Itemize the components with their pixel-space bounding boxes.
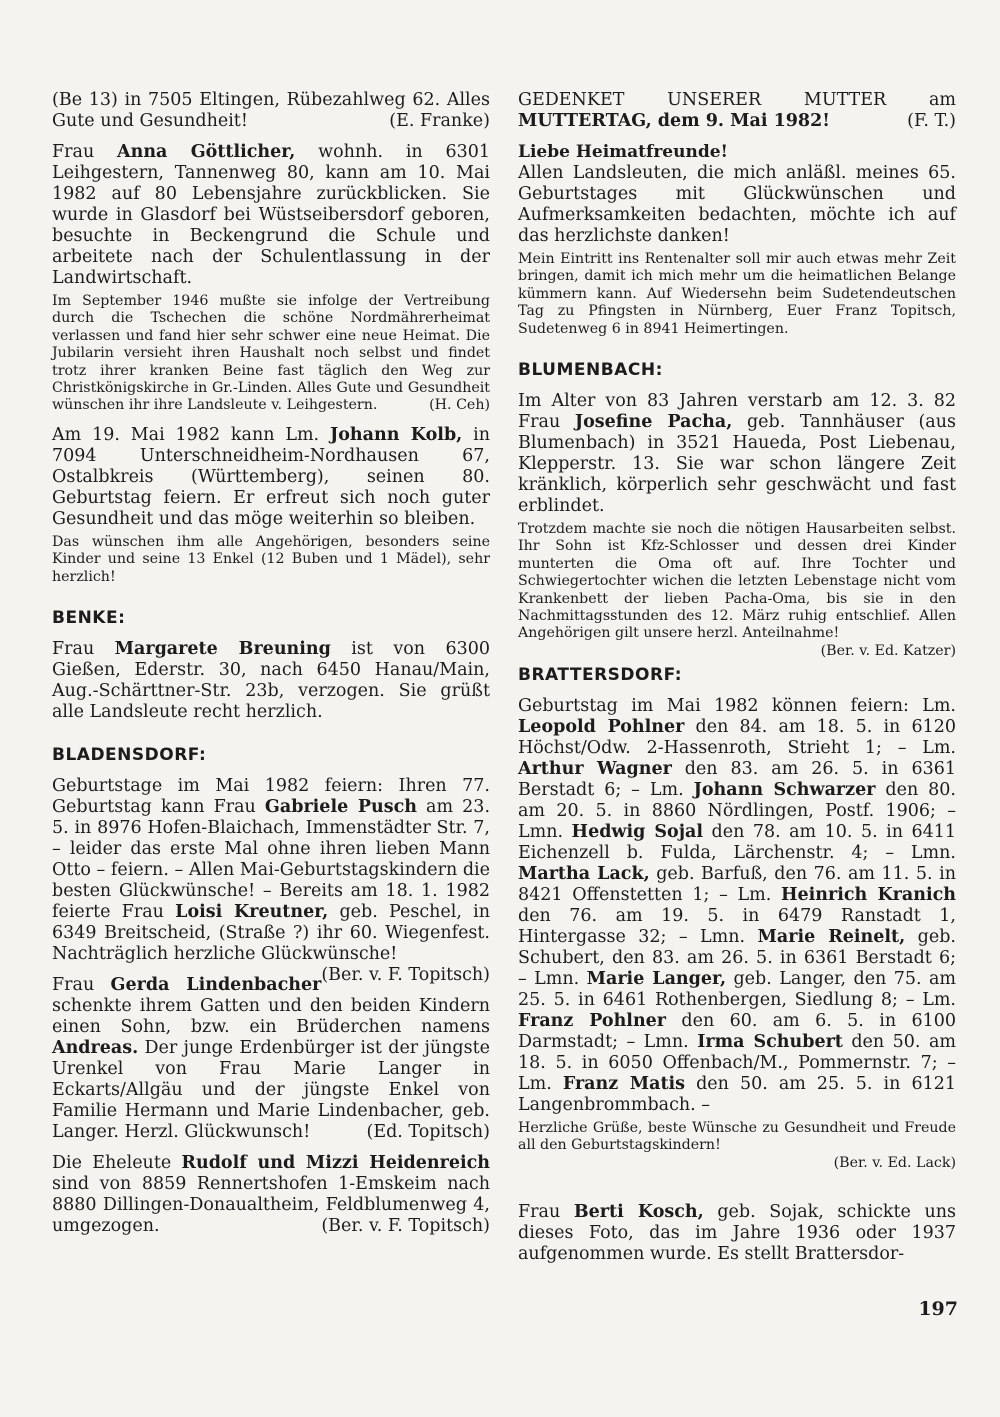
article-text: Im Alter von 83 Jahren verstarb am 12. 3. 82 Frau (518, 391, 956, 433)
article-text: den 83. am 26. 5. in 6361 Berstadt 6; – Lm. (518, 758, 956, 800)
article-text: Im September 1946 mußte sie infolge der Vertreibung durch die Tschechen die schöne Nordmährerheimat verlassen und fand hier sehr schwer eine neue Heimat. Die Jubilarin versieht ihren Haushalt noch selbst und findet trotz ihrer kranken Beine fast täglich den Weg zur Christkönigskirche in Gr.-Linden. Alles Gute und Gesundheit wünschen ihr ihre Landsleute v. Leihgestern. (52, 293, 490, 414)
article-text: Frau (52, 975, 111, 996)
person-name: Gabriele Pusch (264, 797, 417, 818)
person-name: Andreas. (52, 1038, 139, 1059)
mothers-day-notice-line1: GEDENKET UNSERER MUTTER am (518, 90, 956, 110)
article-text: Die Eheleute (52, 1153, 182, 1174)
article-kosch (518, 1202, 956, 1265)
person-name: Martha Lack, (518, 863, 650, 884)
article-text: Geburtstage im Mai 1982 feiern: Ihren 77. Geburtstag kann Frau (52, 776, 490, 818)
person-name: Irma Schubert (697, 1031, 843, 1052)
greeting-heading: Liebe Heimatfreunde! (518, 142, 729, 162)
right-column (518, 90, 956, 1265)
person-name: Margarete Breuning (114, 639, 331, 660)
page-number: 197 (918, 1298, 958, 1320)
article-text: geb. Schubert, den 83. am 26. 5. in 6361 Berstadt 6; – Lmn. (518, 926, 956, 989)
article-text: geb. Sojak, schickte uns dieses Foto, das im Jahre 1936 oder 1937 aufgenommen wurde. Es stellt Brattersdor- (518, 1202, 957, 1265)
article-pacha (518, 391, 956, 517)
person-name: Leopold Pohlner (518, 716, 685, 737)
article-text: wohnh. in 6301 Leihgestern, Tannenweg 80, kann am 10. Mai 1982 auf 80 Lebensjahre zurückblicken. Sie wurde in Glasdorf bei Wüstseibersdorf geboren, besuchte in Beckengrund die Schule und arbeitete nach der Schulentlassung in der Landwirtschaft. (52, 142, 491, 288)
article-text: geb. Tannhäuser (aus Blumenbach) in 3521 Haueda, Post Liebenau, Klepperstr. 13. Sie war schon längere Zeit kränklich, körperlich sehr geschwächt und fast erblindet. (518, 412, 956, 517)
article-text: (Be 13) in 7505 Eltingen, Rübezahlweg 62. Alles Gute und Gesundheit! (52, 90, 490, 131)
article-text: geb. Peschel, in 6349 Breitscheid, (Straße ?) ihr 60. Wiegenfest. Nachträglich herzliche Glückwünsche! (52, 902, 490, 965)
notice-bold: MUTTERTAG, dem 9. Mai 1982! (518, 111, 830, 131)
article-text: Frau (52, 142, 118, 162)
left-column (52, 90, 490, 1237)
article-text: den 60. am 6. 5. in 6100 Darmstadt; – Lmn. (518, 1010, 956, 1052)
article-goettlicher-small (52, 293, 490, 415)
section-heading-brattersdorf: BRATTERSDORF: (518, 664, 683, 685)
person-name: Josefine Pacha, (574, 412, 733, 433)
section-heading-benke: BENKE: (52, 608, 126, 629)
author-signature: (E. Franke) (389, 111, 490, 131)
person-name: Anna Göttlicher, (117, 142, 296, 162)
author-signature: (F. T.) (907, 111, 956, 131)
article-text: den 50. am 18. 5. in 6050 Offenbach/M., Pommernstr. 7; – Lm. (518, 1031, 956, 1094)
article-goettlicher (52, 142, 490, 289)
author-signature: (Ber. v. Ed. Lack) (833, 1154, 956, 1171)
person-name: Loisi Kreutner, (175, 902, 329, 923)
article-text: am 23. 5. in 8976 Hofen-Blaichach, Immenstädter Str. 7, – leider das erste Mal ohne ihren lieben Mann Otto – feiern. – Allen Mai-Geburtstagskindern die besten Glückwünsche! – Bereits am 18. 1. 1982 feierte Frau (52, 797, 491, 923)
person-name: Johann Kolb, (329, 424, 463, 445)
article-text: Trotzdem machte sie noch die nötigen Hausarbeiten selbst. Ihr Sohn ist Kfz-Schlosser und dessen drei Kinder munterten die Oma oft auf. Ihre Tochter und Schwiegertochter wichen die letzten Lebenstage nicht vom Krankenbett der lieben Pacha-Oma, bis sie in den Nachmittagsstunden des 12. März ruhig entschlief. Allen Angehörigen gilt unsere herzl. Anteilnahme! (518, 521, 956, 642)
article-kolb-small: Das wünschen ihm alle Angehörigen, besonders seine Kinder und seine 13 Enkel (12 Buben und 1 Mädel), sehr herzlich! (52, 533, 490, 585)
article-text: in 7094 Unterschneidheim-Nordhausen 67, Ostalbkreis (Württemberg), seinen 80. Geburtstag feiern. Er erfreut sich noch guter Gesundheit und das möge weiterhin so bleiben. (52, 424, 490, 529)
article-brattersdorf-small: Herzliche Grüße, beste Wünsche zu Gesundheit und Freude all den Geburtstagskindern! (518, 1119, 956, 1154)
author-signature: (Ber. v. Ed. Katzer) (820, 642, 956, 659)
author-signature: (Ed. Topitsch) (366, 1122, 490, 1143)
article-text: Geburtstag im Mai 1982 können feiern: Lm. (518, 695, 956, 716)
person-name: Franz Pohlner (518, 1010, 667, 1031)
article-text: den 50. am 25. 5. in 6121 Langenbrommbach. – (518, 1073, 956, 1115)
author-signature: (Ber. v. F. Topitsch) (321, 1216, 490, 1237)
article-breuning (52, 639, 490, 723)
article-text: den 76. am 19. 5. in 6479 Ranstadt 1, Hintergasse 32; – Lmn. (518, 905, 956, 947)
article-kolb (52, 425, 490, 530)
person-name: Hedwig Sojal (571, 821, 704, 842)
article-text: Frau (52, 639, 115, 660)
article-text: den 78. am 10. 5. in 6411 Eichenzell b. Fulda, Lärchenstr. 4; – Lmn. (518, 821, 956, 863)
article-text: sind von 8859 Rennertshofen 1-Emskeim nach 8880 Dillingen-Donaualtheim, Feldblumenweg 4, umgezogen. (52, 1174, 490, 1237)
article-thanks-small: Mein Eintritt ins Rentenalter soll mir auch etwas mehr Zeit bringen, damit ich mich mehr um die heimatlichen Belange kümmern kann. Auf Wiedersehn beim Sudetendeutschen Tag zu Pfingsten in Nürnberg, Euer Franz Topitsch, Sudetenweg 6 in 8941 Heimertingen. (518, 251, 956, 337)
article-thanks: Allen Landsleuten, die mich anläßl. meines 65. Geburtstages mit Glückwünschen und Aufmerksamkeiten bedachten, möchte ich auf das herzlichste danken! (518, 163, 956, 246)
article-text: ist von 6300 Gießen, Ederstr. 30, nach 6450 Hanau/Main, Aug.-Schärttner-Str. 23b, verzogen. Sie grüßt alle Landsleute recht herzlich. (52, 639, 490, 723)
person-name: Johann Schwarzer (693, 779, 876, 800)
article-text: geb. Barfuß, den 76. am 11. 5. in 8421 Offenstetten 1; – Lm. (518, 863, 957, 905)
person-name: Berti Kosch, (573, 1202, 704, 1223)
person-name: Franz Matis (562, 1073, 686, 1094)
section-heading-blumenbach: BLUMENBACH: (518, 360, 663, 381)
article-brattersdorf-birthdays (518, 696, 956, 1116)
article-heidenreich (52, 1153, 490, 1237)
section-heading-bladensdorf: BLADENSDORF: (52, 745, 207, 766)
article-pacha-small (518, 521, 956, 659)
author-signature: (Ber. v. F. Topitsch) (321, 965, 490, 986)
person-name: Heinrich Kranich (780, 884, 956, 905)
article-text: schenkte ihrem Gatten und den beiden Kindern einen Sohn, bzw. ein Brüderchen namens (52, 996, 490, 1038)
author-signature: (H. Ceh) (429, 397, 490, 414)
person-name: Gerda Lindenbacher (110, 975, 322, 996)
person-name: Marie Langer, (586, 968, 727, 989)
article-text: Der junge Erdenbürger ist der jüngste Urenkel von Frau Marie Langer in Eckarts/Allgäu und der jüngste Enkel von Familie Hermann und Marie Lindenbacher, geb. Langer. Herzl. Glückwunsch! (52, 1038, 490, 1143)
article-text: geb. Langer, den 75. am 25. 5. in 6461 Rothenbergen, Siedlung 8; – Lm. (518, 968, 956, 1010)
article-text: Frau (518, 1202, 574, 1223)
person-name: Rudolf und Mizzi Heidenreich (181, 1153, 490, 1174)
article-text: den 80. am 20. 5. in 8860 Nördlingen, Postf. 1906; – Lmn. (518, 779, 956, 842)
article-text: den 84. am 18. 5. in 6120 Höchst/Odw. 2-Hassenroth, Strieht 1; – Lm. (518, 716, 956, 758)
article-eltingen (52, 90, 490, 132)
article-text: Am 19. Mai 1982 kann Lm. (52, 424, 330, 445)
person-name: Marie Reinelt, (757, 926, 906, 947)
mothers-day-notice-line2 (518, 111, 956, 132)
person-name: Arthur Wagner (518, 758, 672, 779)
article-lindenbacher (52, 975, 490, 1143)
